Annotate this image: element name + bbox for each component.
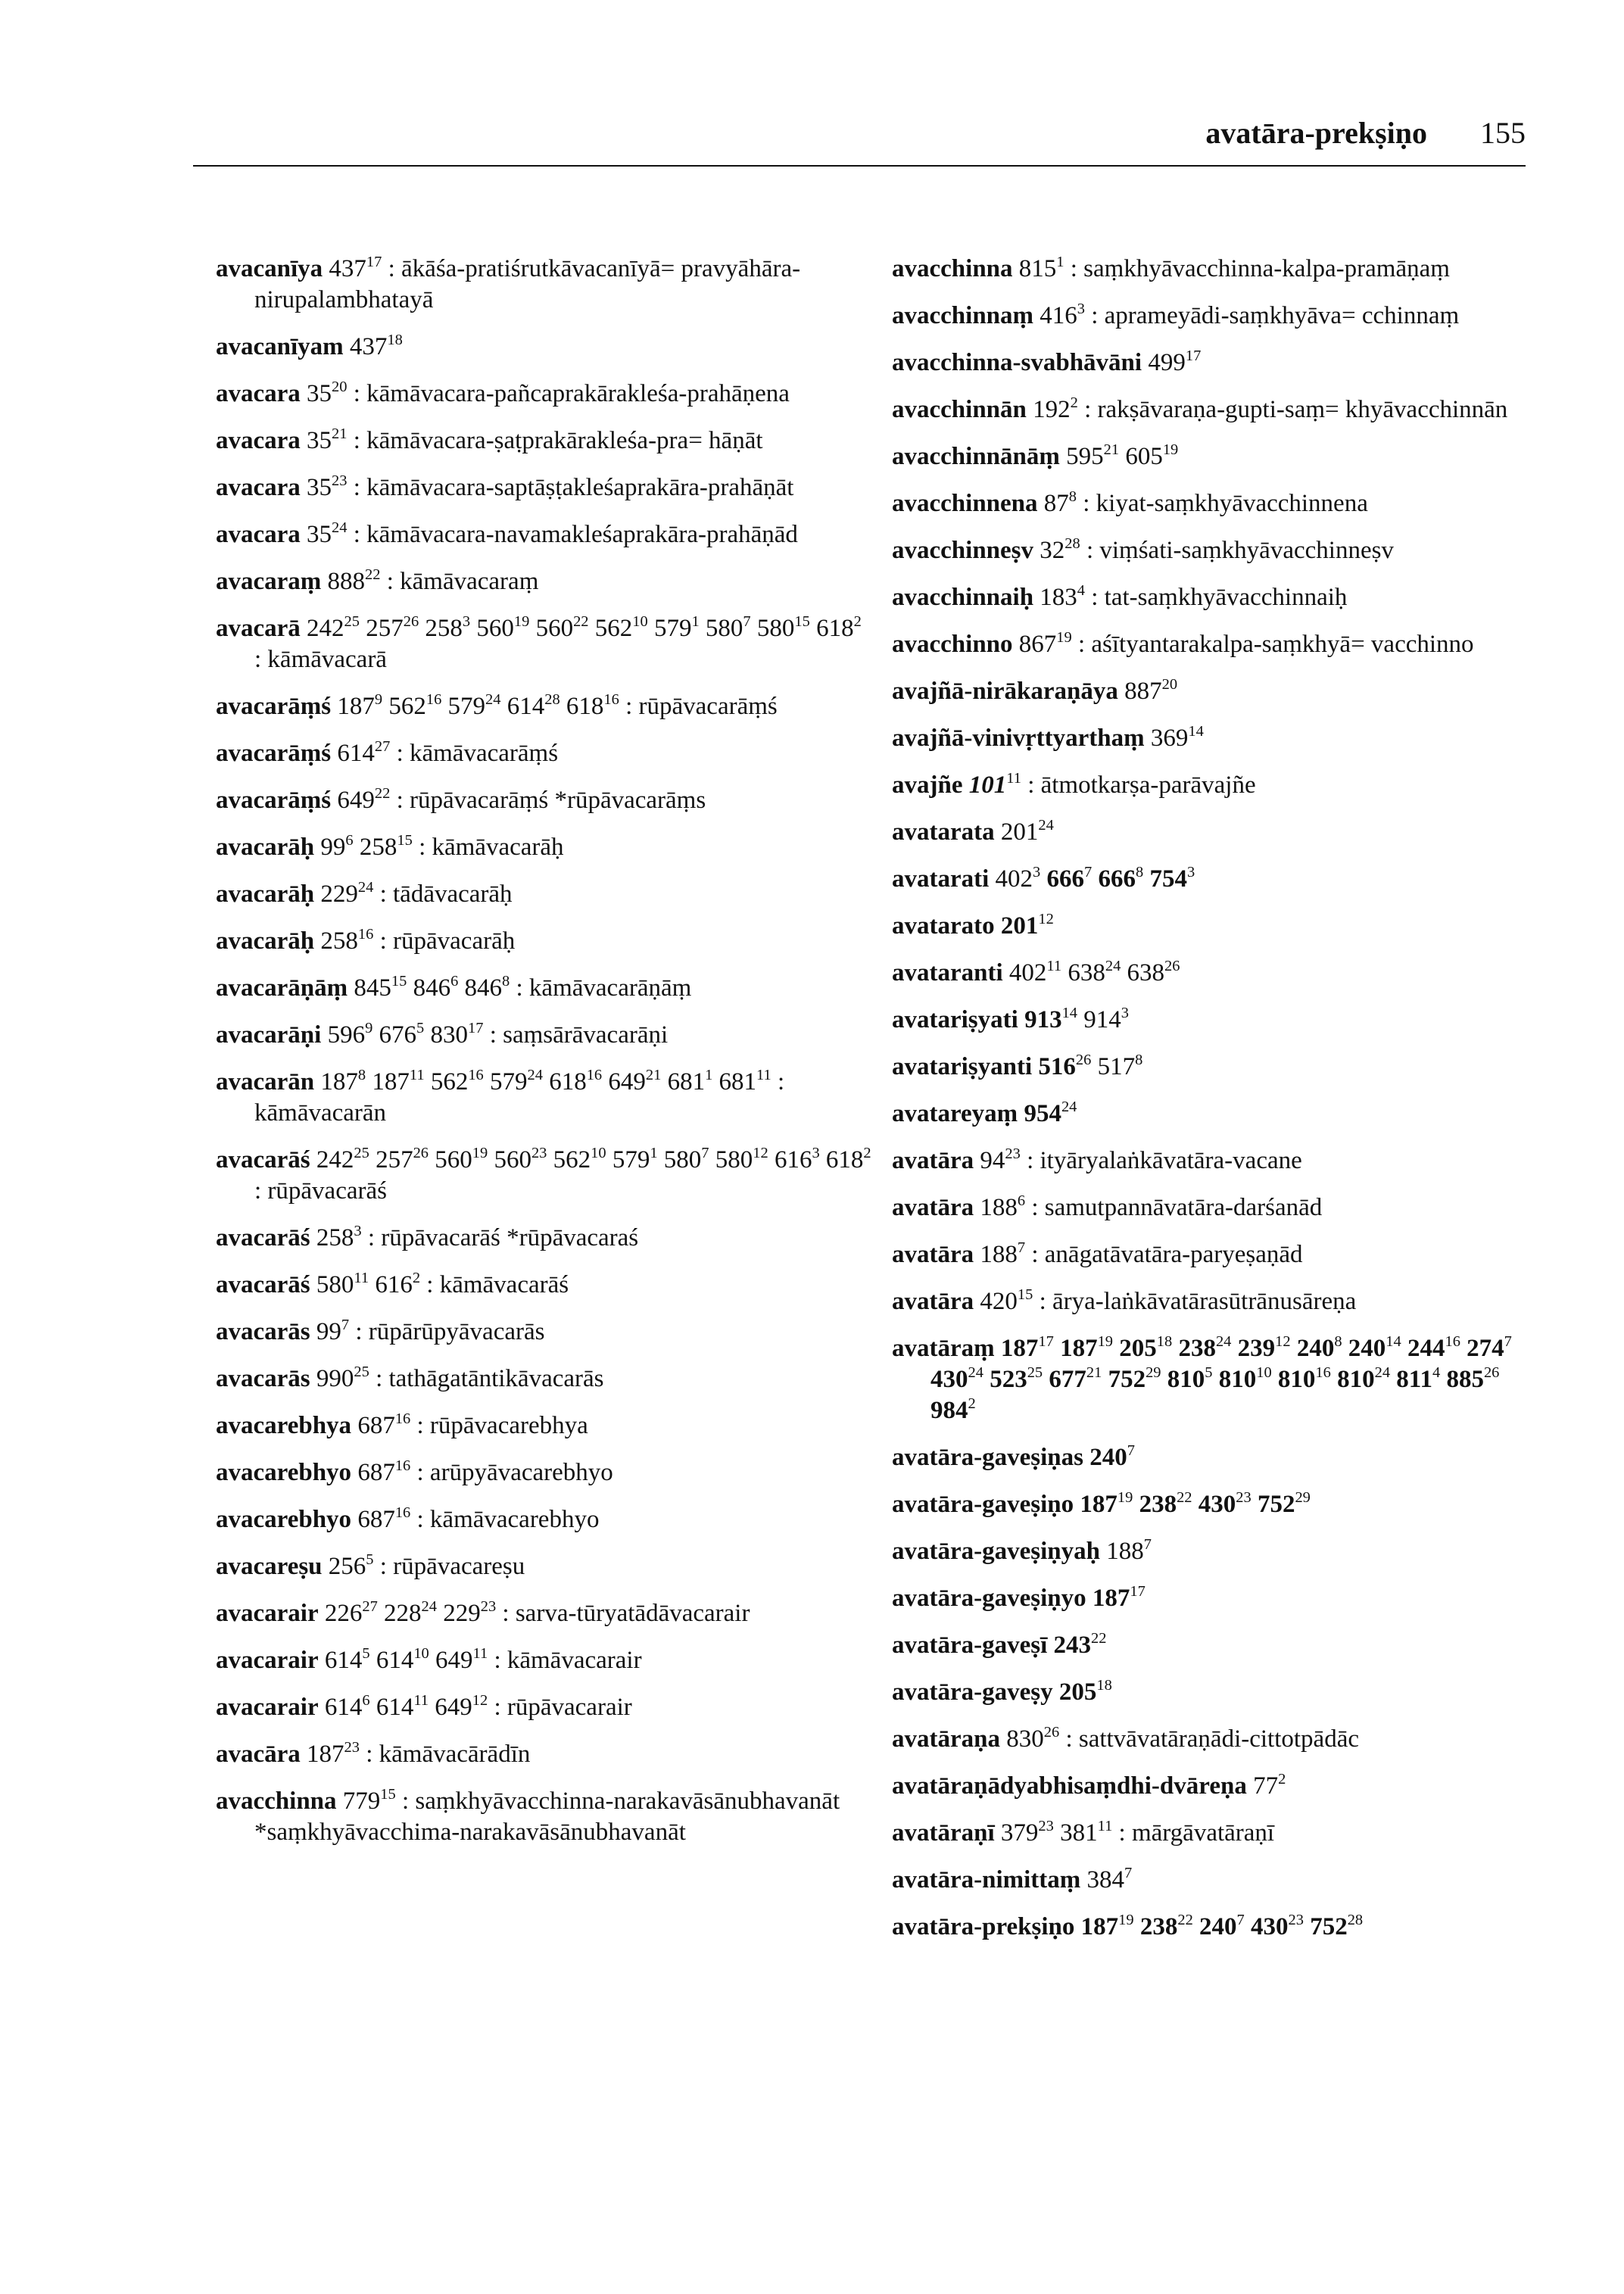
entry-gloss: : ārya-laṅkāvatārasūtrānusāreṇa	[1033, 1288, 1357, 1315]
entry-references: $416^3$	[1040, 300, 1085, 329]
entry-headword: avacaraṃ	[216, 568, 322, 595]
entry-gloss: : rūpārūpyāvacarās	[349, 1318, 545, 1345]
entry-headword: avatāra-prekṣiṇo	[892, 1913, 1075, 1940]
entry-headword: avacarāḥ	[216, 834, 315, 861]
dictionary-entry	[216, 566, 874, 597]
entry-gloss: : kāmāvacarān	[254, 1068, 785, 1127]
entry-references: $687^{16}$	[357, 1504, 411, 1533]
dictionary-entry	[892, 1865, 1543, 1896]
entry-gloss: : ākāśa-pratiśrutkāvacanīyā= pravyāhāra-nirupalambhatayā	[254, 255, 801, 313]
entry-headword: avacchinnaṃ	[892, 302, 1034, 329]
entry-references: $188^7$	[980, 1239, 1026, 1268]
entry-headword: avatariṣyanti	[892, 1053, 1033, 1080]
entry-headword: avacara	[216, 521, 301, 548]
entry-headword: avacarāṃś	[216, 693, 332, 720]
entry-references: $187^{19}$ $238^{22}$ $240^7$ $430^{23}$ $752^{28}$	[1080, 1911, 1364, 1940]
entry-headword: avacchinno	[892, 631, 1013, 658]
entry-references: $35^{20}$	[307, 378, 348, 407]
dictionary-entry	[216, 691, 874, 722]
dictionary-entry	[216, 1457, 874, 1488]
dictionary-entry	[216, 1786, 874, 1848]
dictionary-entry	[216, 1145, 874, 1207]
entry-references: $687^{16}$	[357, 1410, 411, 1439]
entry-gloss: : aprameyādi-saṃkhyāva= cchinnaṃ	[1084, 302, 1460, 329]
dictionary-entry	[216, 832, 874, 863]
entry-headword: avatāra	[892, 1147, 974, 1174]
entry-references: $188^6$	[980, 1192, 1026, 1221]
entry-references: $94^{23}$	[980, 1145, 1021, 1174]
entry-references: $32^{28}$	[1040, 535, 1080, 564]
dictionary-entry	[892, 1333, 1543, 1426]
running-header	[193, 115, 1526, 161]
entry-references: $258^{16}$	[320, 925, 374, 955]
entry-references: $614^{27}$	[337, 737, 391, 767]
entry-headword: avacarān	[216, 1068, 315, 1096]
entry-gloss: : sarva-tūryatādāvacarair	[496, 1600, 750, 1627]
entry-headword: avacarāḥ	[216, 881, 315, 908]
entry-references: $369^{14}$	[1150, 722, 1204, 752]
entry-references: $580^{11}$ $616^2$	[316, 1269, 421, 1298]
entry-headword: avatāra	[892, 1288, 974, 1315]
entry-references: $187^{17}$ $187^{19}$ $205^{18}$ $238^{24}$ $239^{12}$ $240^8$ $240^{14}$ $244^{16}$ $274^7$ $430^{24}$ $523^{25}$ $677^{21}$ $752^{29}$ $810^5$ $810^{10}$ $810^{16}$ $810^{24}$ $811^4$ $885^{26}$ $984^2$	[930, 1332, 1512, 1424]
entry-headword: avacarāṃś	[216, 740, 332, 767]
entry-headword: avacarebhya	[216, 1412, 352, 1439]
entry-headword: avatāraṇādyabhisaṃdhi-dvāreṇa	[892, 1772, 1247, 1800]
entry-headword: avacchinna	[216, 1788, 337, 1815]
entry-headword: avacanīya	[216, 255, 323, 282]
dictionary-entry	[216, 1551, 874, 1582]
dictionary-entry	[892, 1099, 1543, 1130]
entry-gloss: : kāmāvacarāḥ	[412, 834, 564, 861]
entry-headword: avacarebhyo	[216, 1459, 352, 1486]
entry-gloss: : sattvāvatāraṇādi-cittotpādāc	[1059, 1725, 1359, 1753]
entry-gloss: : tat-saṃkhyāvacchinnaiḥ	[1085, 584, 1348, 611]
entry-references: $379^{23}$ $381^{11}$	[1000, 1817, 1113, 1847]
entry-gloss: : tādāvacarāḥ	[373, 881, 513, 908]
entry-headword: avacarāś	[216, 1146, 310, 1173]
entry-gloss: : arūpyāvacarebhyo	[410, 1459, 613, 1486]
dictionary-entry	[892, 770, 1543, 801]
entry-headword: avacara	[216, 474, 301, 501]
dictionary-entry	[892, 1442, 1543, 1473]
dictionary-entry	[892, 1239, 1543, 1270]
entry-headword: avatāra-gaveṣiṇyo	[892, 1585, 1086, 1612]
entry-gloss: : kāmāvacarāṇāṃ	[510, 974, 692, 1002]
entry-references: $243^{22}$	[1053, 1629, 1107, 1659]
entry-references: $77^2$	[1253, 1770, 1286, 1800]
entry-references: $595^{21}$ $605^{19}$	[1066, 441, 1179, 470]
entry-headword: avatareyaṃ	[892, 1100, 1018, 1127]
dictionary-entry	[216, 926, 874, 957]
entry-gloss: : rūpāvacarair	[488, 1694, 632, 1721]
dictionary-entry	[892, 254, 1543, 285]
entry-references: $99^6$ $258^{15}$	[320, 831, 413, 861]
dictionary-entry	[216, 1020, 874, 1051]
entry-gloss: : kāmāvacara-navamakleśaprakāra-prahāṇād	[347, 521, 798, 548]
entry-references: $384^7$	[1086, 1864, 1133, 1893]
dictionary-entry	[892, 1771, 1543, 1802]
entry-headword: avajñā-vinivṛttyarthaṃ	[892, 725, 1145, 752]
entry-headword: avacareṣu	[216, 1553, 323, 1580]
dictionary-entry	[892, 1818, 1543, 1849]
entry-headword: avacchinnānāṃ	[892, 443, 1060, 470]
entry-references: $614^6$ $614^{11}$ $649^{12}$	[324, 1691, 488, 1721]
dictionary-entry	[216, 1364, 874, 1395]
entry-headword: avacarair	[216, 1694, 319, 1721]
entry-references: $229^{24}$	[320, 878, 374, 908]
entry-headword: avatāra-gaveṣy	[892, 1678, 1053, 1706]
entry-references: $240^7$	[1089, 1442, 1135, 1471]
entry-references: $499^{17}$	[1148, 347, 1202, 376]
entry-references: $596^9$ $676^5$ $830^{17}$	[327, 1019, 484, 1049]
dictionary-entry	[892, 348, 1543, 379]
right-column	[892, 254, 1543, 1959]
entry-gloss: : kāmāvacarebhyo	[410, 1506, 600, 1533]
entry-headword: avatāra	[892, 1241, 974, 1268]
entry-gloss: : rūpāvacareṣu	[373, 1553, 525, 1580]
entry-gloss: : kāmāvacaraṃ	[380, 568, 539, 595]
page-number: 155	[1480, 116, 1526, 150]
dictionary-entry	[892, 676, 1543, 707]
dictionary-entry	[892, 1630, 1543, 1661]
entry-gloss: : ityāryalaṅkāvatāra-vacane	[1020, 1147, 1302, 1174]
entry-gloss: : kiyat-saṃkhyāvacchinnena	[1077, 490, 1368, 517]
entry-headword: avacarās	[216, 1365, 310, 1392]
entry-references: $187^{23}$	[307, 1738, 360, 1768]
dictionary-entry	[892, 1724, 1543, 1755]
dictionary-entry	[216, 1067, 874, 1129]
entry-headword: avacāra	[216, 1741, 301, 1768]
entry-references: $226^{27}$ $228^{24}$ $229^{23}$	[324, 1597, 497, 1627]
entry-references: $256^5$	[328, 1551, 374, 1580]
entry-headword: avacarā	[216, 615, 301, 642]
entry-gloss: : kāmāvacara-ṣaṭprakārakleśa-pra= hāṇāt	[347, 427, 763, 454]
entry-headword: avatāra-gaveṣī	[892, 1632, 1048, 1659]
entry-headword: avatāra-nimittaṃ	[892, 1866, 1081, 1893]
entry-headword: avacarāś	[216, 1224, 310, 1251]
dictionary-entry	[892, 488, 1543, 519]
entry-references: $242^{25}$ $257^{26}$ $560^{19}$ $560^{23}$ $562^{10}$ $579^1$ $580^7$ $580^{12}$ $616^3$ $618^2$	[316, 1144, 871, 1173]
dictionary-entry	[216, 1317, 874, 1348]
dictionary-entry	[216, 879, 874, 910]
entry-gloss: : rakṣāvaraṇa-gupti-saṃ= khyāvacchinnān	[1077, 396, 1508, 423]
entry-references: $87^8$	[1043, 488, 1077, 517]
dictionary-entry	[892, 1145, 1543, 1177]
entry-gloss: : kāmāvacārādīn	[359, 1741, 531, 1768]
dictionary-entry	[216, 254, 874, 316]
entry-headword: avacarāḥ	[216, 927, 315, 955]
entry-headword: avatāra-gaveṣiṇo	[892, 1491, 1074, 1518]
entry-gloss: : kāmāvacara-saptāṣṭakleśaprakāra-prahāṇāt	[347, 474, 794, 501]
dictionary-entry	[892, 582, 1543, 613]
entry-references: $402^3$ $666^7$ $666^8$ $754^3$	[995, 863, 1195, 893]
entry-gloss: : samutpannāvatāra-darśanād	[1025, 1194, 1323, 1221]
dictionary-entry	[216, 1504, 874, 1535]
dictionary-entry	[892, 958, 1543, 989]
entry-headword: avacarair	[216, 1600, 319, 1627]
dictionary-entry	[216, 425, 874, 457]
entry-references: $779^{15}$	[342, 1785, 396, 1815]
entry-headword: avajñā-nirākaraṇāya	[892, 678, 1118, 705]
entry-references: $516^{26}$ $517^8$	[1038, 1051, 1143, 1080]
entry-headword: avacchinnena	[892, 490, 1038, 517]
dictionary-entry	[892, 1677, 1543, 1708]
dictionary-entry	[892, 1912, 1543, 1943]
dictionary-entry	[216, 973, 874, 1004]
entry-references: $815^1$	[1018, 253, 1064, 282]
entry-headword: avatarato	[892, 912, 995, 940]
entry-references: $830^{26}$	[1006, 1723, 1060, 1753]
entry-headword: avacchinna-svabhāvāni	[892, 349, 1142, 376]
entry-headword: avatāraṇī	[892, 1819, 995, 1847]
dictionary-entry	[216, 1410, 874, 1442]
entry-gloss: : kāmāvacara-pañcaprakārakleśa-prahāṇena	[347, 380, 790, 407]
entry-references: $187^{19}$ $238^{22}$ $430^{23}$ $752^{29}$	[1080, 1488, 1311, 1518]
entry-headword: avacchinnān	[892, 396, 1027, 423]
dictionary-entry	[892, 911, 1543, 942]
entry-headword: avacchinna	[892, 255, 1013, 282]
entry-references: $258^3$	[316, 1222, 362, 1251]
entry-gloss: : kāmāvacarā	[254, 646, 387, 673]
entry-references: $201^{12}$	[1000, 910, 1054, 940]
left-column	[216, 254, 874, 1864]
entry-references: $887^{20}$	[1124, 675, 1178, 705]
entry-references: $201^{24}$	[1000, 816, 1054, 846]
entry-headword: avacara	[216, 427, 301, 454]
dictionary-entry	[892, 301, 1543, 332]
entry-headword: avacchinnaiḥ	[892, 584, 1034, 611]
entry-headword: avatariṣyati	[892, 1006, 1018, 1033]
dictionary-entry	[892, 1583, 1543, 1614]
dictionary-entry	[892, 1286, 1543, 1317]
dictionary-entry	[892, 1005, 1543, 1036]
dictionary-entry	[216, 332, 874, 363]
entry-references: $649^{22}$	[337, 784, 391, 814]
header-headword: avatāra-prekṣiṇo	[1205, 116, 1427, 150]
dictionary-entry	[216, 472, 874, 503]
entry-references: $420^{15}$	[980, 1286, 1033, 1315]
entry-references: $187^{17}$	[1092, 1582, 1146, 1612]
dictionary-entry	[216, 1598, 874, 1629]
entry-references: $35^{24}$	[307, 519, 348, 548]
dictionary-entry	[216, 738, 874, 769]
entry-references: $188^7$	[1106, 1535, 1152, 1565]
entry-headword: avacarāṇi	[216, 1021, 322, 1049]
entry-references: $99^7$	[316, 1316, 350, 1345]
entry-references: $954^{24}$	[1024, 1098, 1077, 1127]
dictionary-entry	[216, 1739, 874, 1770]
dictionary-entry	[216, 1223, 874, 1254]
dictionary-entry	[892, 723, 1543, 754]
entry-references: $990^{25}$	[316, 1363, 369, 1392]
entry-headword: avacarās	[216, 1318, 310, 1345]
entry-references: $101^{11}$	[968, 769, 1021, 799]
dictionary-entry	[892, 1052, 1543, 1083]
dictionary-entry	[892, 864, 1543, 895]
entry-references: $187^8$ $187^{11}$ $562^{16}$ $579^{24}$ $618^{16}$ $649^{21}$ $681^1$ $681^{11}$	[320, 1066, 771, 1096]
entry-headword: avajñe	[892, 771, 963, 799]
entry-gloss: : ātmotkarṣa-parāvajñe	[1021, 771, 1256, 799]
entry-references: $867^{19}$	[1018, 628, 1072, 658]
dictionary-entry	[216, 785, 874, 816]
entry-gloss: : saṃkhyāvacchinna-narakavāsānubhavanāt *saṃkhyāvacchima-narakavāsānubhavanāt	[254, 1788, 840, 1846]
entry-gloss: : rūpāvacarebhya	[410, 1412, 588, 1439]
entry-gloss: : tathāgatāntikāvacarās	[369, 1365, 604, 1392]
dictionary-entry	[892, 629, 1543, 660]
dictionary-entry	[892, 1536, 1543, 1567]
entry-references: $242^{25}$ $257^{26}$ $258^3$ $560^{19}$ $560^{22}$ $562^{10}$ $579^1$ $580^7$ $580^{15}$ $618^2$	[307, 612, 862, 642]
entry-references: $192^2$	[1033, 394, 1078, 423]
entry-references: $437^{17}$	[329, 253, 382, 282]
entry-references: $437^{18}$	[349, 331, 403, 360]
entry-references: $845^{15}$ $846^6$ $846^8$	[354, 972, 510, 1002]
entry-headword: avatāraṃ	[892, 1335, 995, 1362]
entry-headword: avatarata	[892, 818, 995, 846]
entry-headword: avatāraṇa	[892, 1725, 1000, 1753]
entry-gloss: : saṃkhyāvacchinna-kalpa-pramāṇaṃ	[1064, 255, 1450, 282]
entry-references: $35^{21}$	[307, 425, 348, 454]
entry-references: $205^{18}$	[1058, 1676, 1112, 1706]
entry-references: $687^{16}$	[357, 1457, 411, 1486]
entry-headword: avacarair	[216, 1647, 319, 1674]
entry-references: $187^9$ $562^{16}$ $579^{24}$ $614^{28}$ $618^{16}$	[337, 690, 619, 720]
dictionary-entry	[892, 1192, 1543, 1223]
entry-headword: avatāra-gaveṣiṇyaḥ	[892, 1538, 1100, 1565]
dictionary-entry	[892, 394, 1543, 425]
entry-gloss: : rūpāvacarāṃś	[619, 693, 778, 720]
dictionary-entry	[892, 817, 1543, 848]
entry-headword: avacarāṇāṃ	[216, 974, 348, 1002]
entry-headword: avacara	[216, 380, 301, 407]
entry-headword: avacchinneṣv	[892, 537, 1034, 564]
entry-headword: avacarebhyo	[216, 1506, 352, 1533]
dictionary-entry	[216, 379, 874, 410]
entry-gloss: : kāmāvacarāś	[420, 1271, 569, 1298]
entry-headword: avacanīyam	[216, 333, 344, 360]
entry-gloss: : anāgatāvatāra-paryeṣaṇād	[1025, 1241, 1303, 1268]
entry-gloss: : kāmāvacarāṃś	[390, 740, 559, 767]
entry-references: $888^{22}$	[327, 566, 381, 595]
dictionary-entry	[892, 1489, 1543, 1520]
entry-references: $402^{11}$ $638^{24}$ $638^{26}$	[1008, 957, 1180, 986]
dictionary-entry	[892, 441, 1543, 472]
entry-gloss: : mārgāvatāraṇī	[1112, 1819, 1275, 1847]
entry-gloss: : rūpāvacarāś *rūpāvacaraś	[361, 1224, 639, 1251]
entry-headword: avacarāṃś	[216, 787, 332, 814]
entry-headword: avacarāś	[216, 1271, 310, 1298]
entry-headword: avatāra-gaveṣiṇas	[892, 1444, 1083, 1471]
entry-headword: avataranti	[892, 959, 1003, 986]
entry-gloss: : rūpāvacarāś	[254, 1177, 387, 1205]
entry-gloss: : saṃsārāvacarāṇi	[483, 1021, 669, 1049]
dictionary-entry	[216, 1270, 874, 1301]
entry-gloss: : viṃśati-saṃkhyāvacchinneṣv	[1080, 537, 1394, 564]
entry-gloss: : rūpāvacarāṃś *rūpāvacarāṃs	[390, 787, 706, 814]
entry-headword: avatarati	[892, 865, 990, 893]
entry-references: $35^{23}$	[307, 472, 348, 501]
header-rule	[193, 165, 1526, 167]
dictionary-entry	[216, 613, 874, 675]
dictionary-entry	[892, 535, 1543, 566]
entry-gloss: : kāmāvacarair	[488, 1647, 642, 1674]
entry-references: $614^5$ $614^{10}$ $649^{11}$	[324, 1644, 488, 1674]
dictionary-entry	[216, 1692, 874, 1723]
entry-references: $183^4$	[1040, 581, 1086, 611]
dictionary-entry	[216, 519, 874, 550]
entry-gloss: : rūpāvacarāḥ	[373, 927, 516, 955]
entry-headword: avatāra	[892, 1194, 974, 1221]
entry-gloss: : aśītyantarakalpa-saṃkhyā= vacchinno	[1071, 631, 1474, 658]
entry-references: $913^{14}$ $914^3$	[1024, 1004, 1129, 1033]
dictionary-entry	[216, 1645, 874, 1676]
